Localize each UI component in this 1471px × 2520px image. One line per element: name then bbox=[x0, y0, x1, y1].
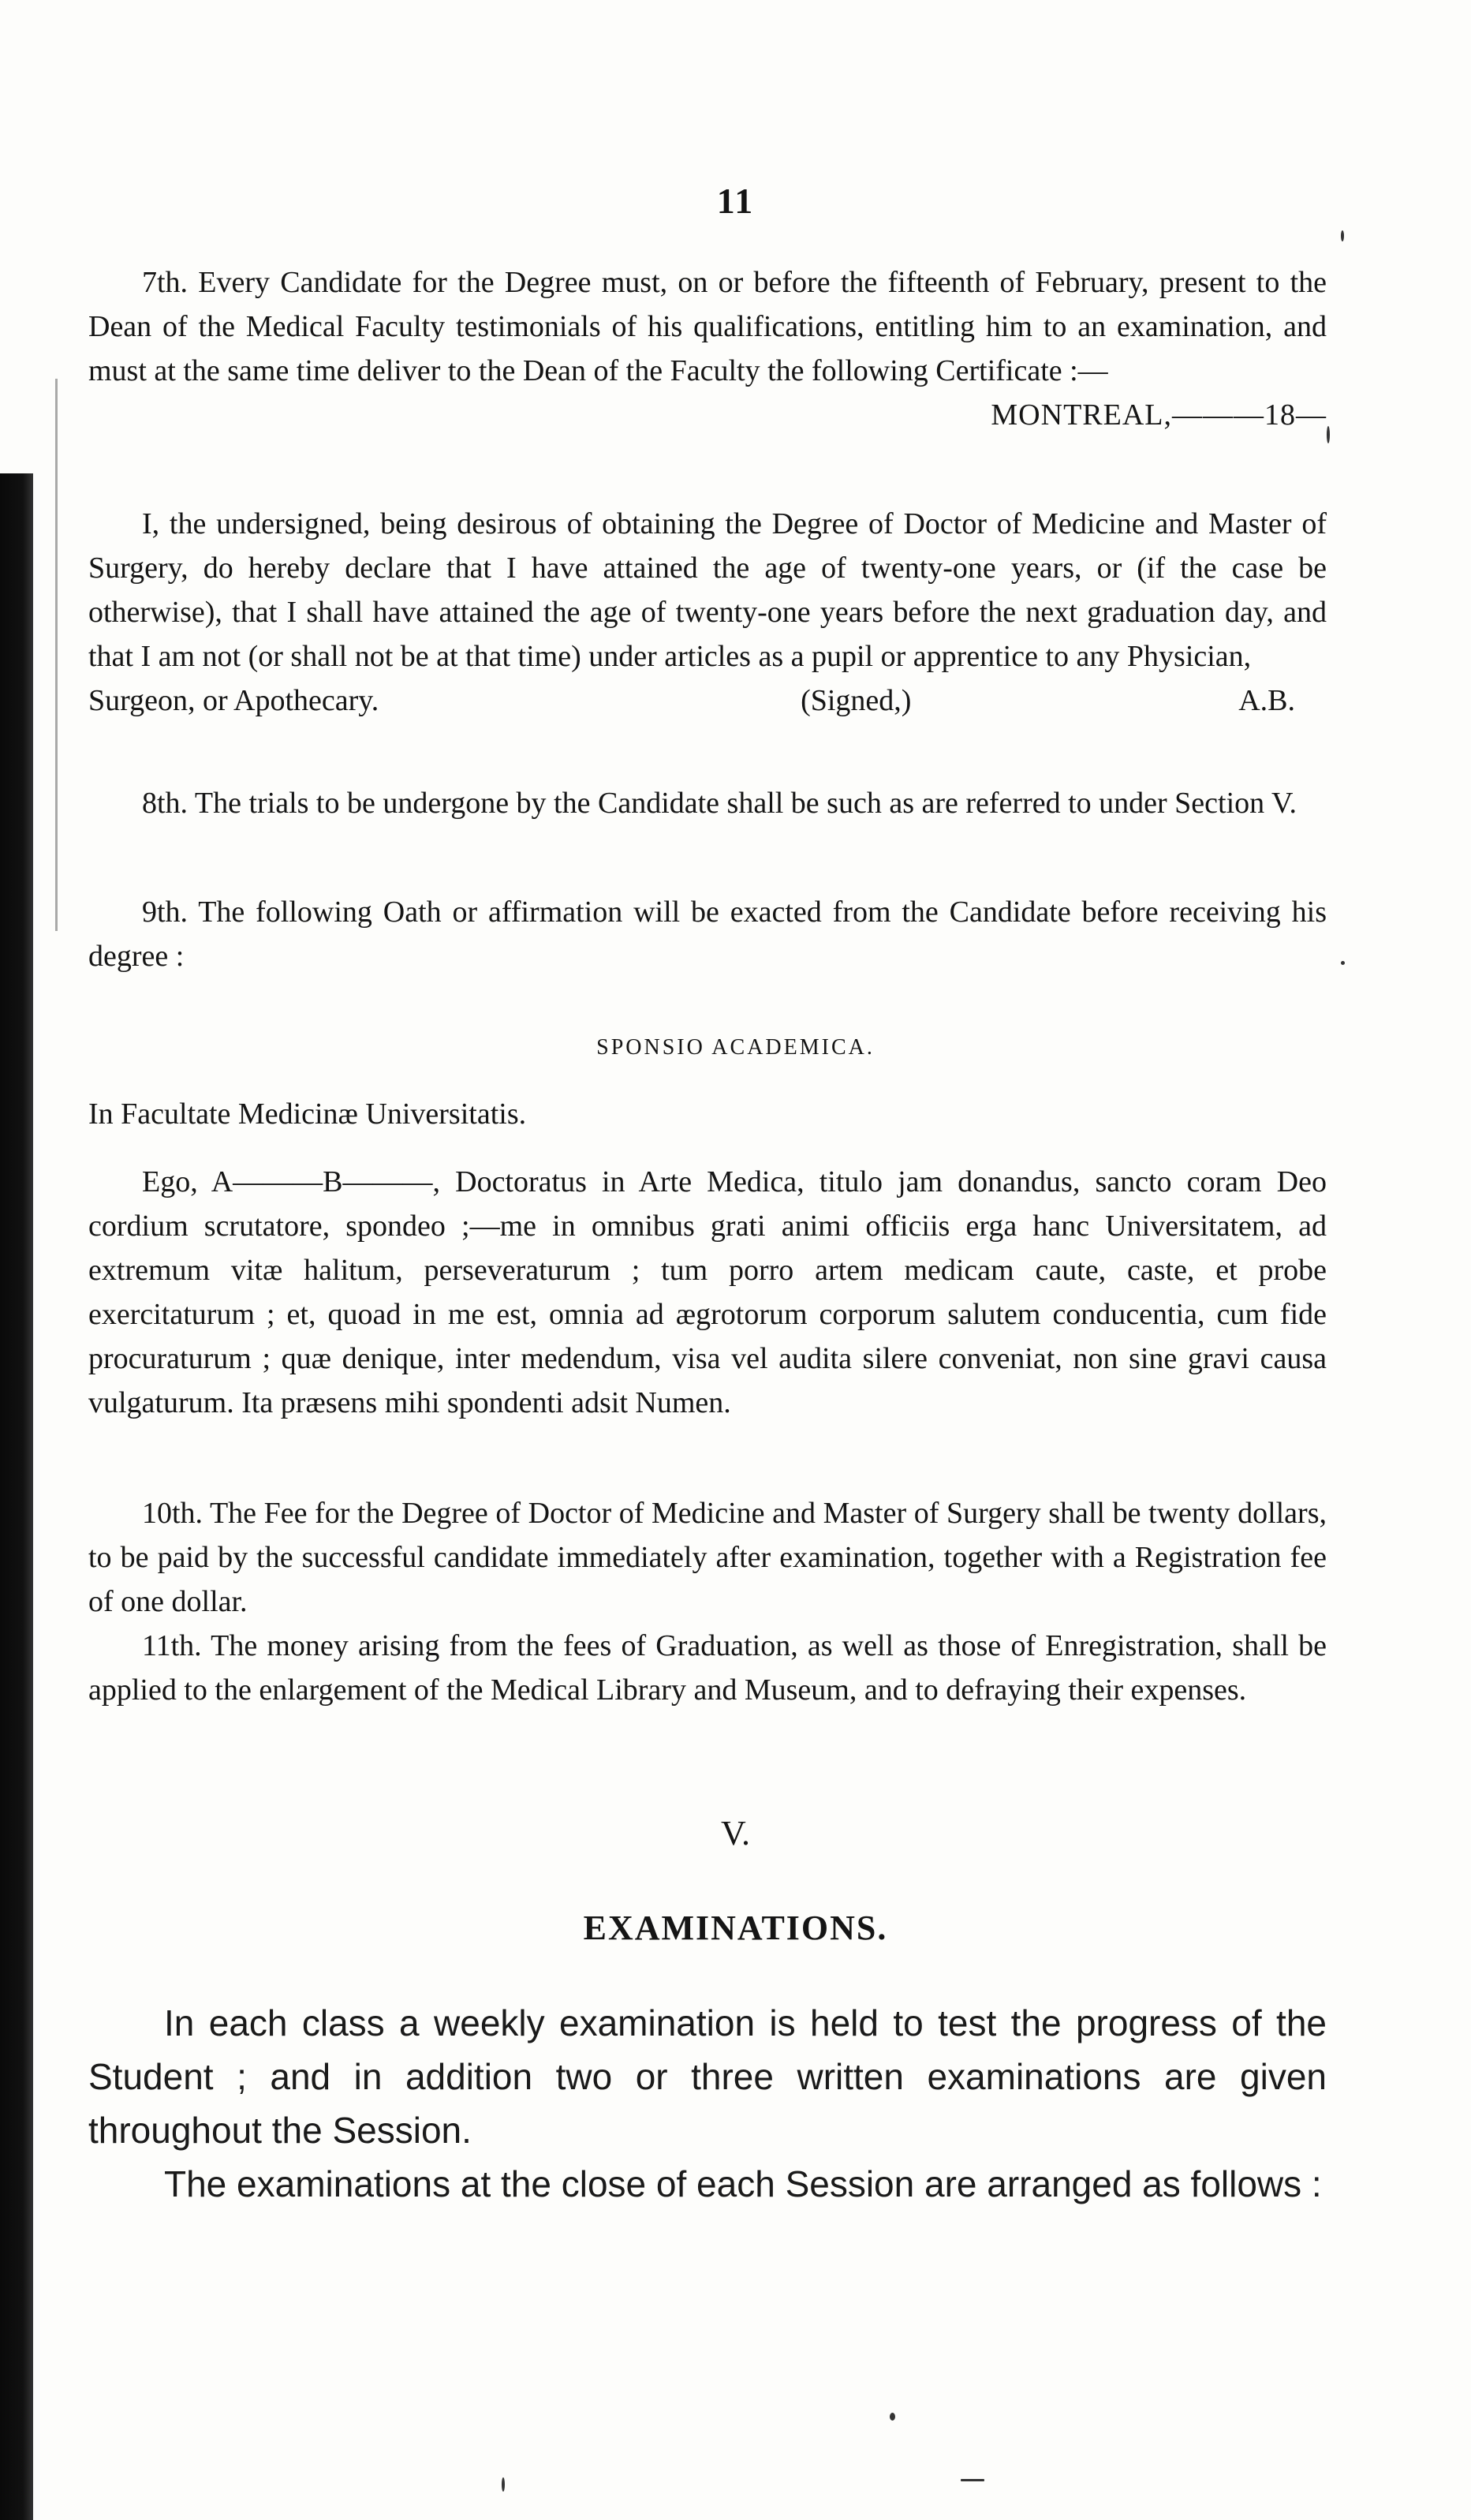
examinations-paragraph-1: In each class a weekly examination is held to test the progress of the Student ; and in addition two or three written examinations are given throughout the Session. bbox=[88, 2002, 1327, 2151]
section-title: EXAMINATIONS. bbox=[583, 1909, 888, 1947]
paragraph-9-text: 9th. The following Oath or affirmation will be exacted from the Candidate before receiving his degree : bbox=[88, 895, 1327, 973]
scan-speck bbox=[502, 2477, 505, 2492]
paragraph-11-text: 11th. The money arising from the fees of Graduation, as well as those of Enregistration, shall be applied to the enlargement of the Medical Library and Museum, and to defraying their expenses. bbox=[88, 1629, 1327, 1707]
scan-speck bbox=[1341, 961, 1345, 965]
section-numeral: V. bbox=[720, 1814, 751, 1853]
certificate-initials: A.B. bbox=[1238, 684, 1295, 717]
page-number: 11 bbox=[716, 181, 755, 221]
certificate-text bbox=[88, 502, 1327, 723]
paragraph-7-text: 7th. Every Candidate for the Degree must, on or before the fifteenth of February, present to the Dean of the Medical Faculty testimonials of his qualifications, entitling him to an examination, and must at the same time deliver to the Dean of the Faculty the following Certificate :— bbox=[88, 266, 1327, 387]
examinations-text bbox=[88, 1996, 1327, 2211]
sponsio-heading: SPONSIO ACADEMICA. bbox=[596, 1035, 875, 1060]
scan-speck bbox=[1341, 230, 1344, 241]
binding-edge bbox=[0, 473, 33, 2520]
scan-speck bbox=[890, 2413, 895, 2421]
sponsio-oath-text: Ego, A———B———, Doctoratus in Arte Medica, titulo jam donandus, sancto coram Deo cordium scrutatore, spondeo ;—me in omnibus grati animi officiis erga hanc Universitatem, ad extremum vitæ halitum, perseveraturum ; tum porro artem medicam caute, caste, et probe exercitaturum ; et, quoad in me est, omnia ad ægrotorum corporum salutem conducentia, cum fide procuraturum ; quæ denique, inter medendum, visa vel audita silere conveniat, non sine gravi causa vulgaturum. Ita præsens mihi spondenti adsit Numen. bbox=[88, 1165, 1327, 1419]
certificate-last-line: Surgeon, or Apothecary. bbox=[88, 684, 379, 717]
examinations-paragraph-2: The examinations at the close of each Session are arranged as follows : bbox=[164, 2163, 1322, 2204]
paragraph-10-text: 10th. The Fee for the Degree of Doctor of Medicine and Master of Surgery shall be twenty dollars, to be paid by the successful candidate immediately after examination, together with a Registration fee of one dollar. bbox=[88, 1497, 1327, 1618]
sponsio-oath bbox=[88, 1160, 1327, 1425]
certificate-signed-label: (Signed,) bbox=[801, 684, 912, 717]
paragraph-10 bbox=[88, 1491, 1327, 1624]
sponsio-opening: In Facultate Medicinæ Universitatis. bbox=[88, 1097, 527, 1131]
certificate-body: I, the undersigned, being desirous of obtaining the Degree of Doctor of Medicine and Master of Surgery, do hereby declare that I have attained the age of twenty-one years, or (if the case be otherwise), that I shall have attained the age of twenty-one years before the next graduation day, and that I am not (or shall not be at that time) under articles as a pupil or apprentice to any Physician, bbox=[88, 507, 1327, 673]
scan-speck bbox=[1327, 426, 1330, 443]
sponsio-section bbox=[88, 1092, 1327, 1136]
certificate-place-date: MONTREAL,———18— bbox=[991, 398, 1327, 432]
scan-speck bbox=[961, 2479, 984, 2481]
paragraph-8-text: 8th. The trials to be undergone by the Candidate shall be such as are referred to under Section V. bbox=[142, 787, 1297, 820]
binding-shadow-line bbox=[55, 379, 58, 931]
certificate-signature-line bbox=[88, 679, 1327, 723]
paragraph-7 bbox=[88, 260, 1327, 437]
paragraph-11 bbox=[88, 1624, 1327, 1712]
paragraph-8 bbox=[88, 781, 1327, 825]
paragraph-9 bbox=[88, 890, 1327, 978]
